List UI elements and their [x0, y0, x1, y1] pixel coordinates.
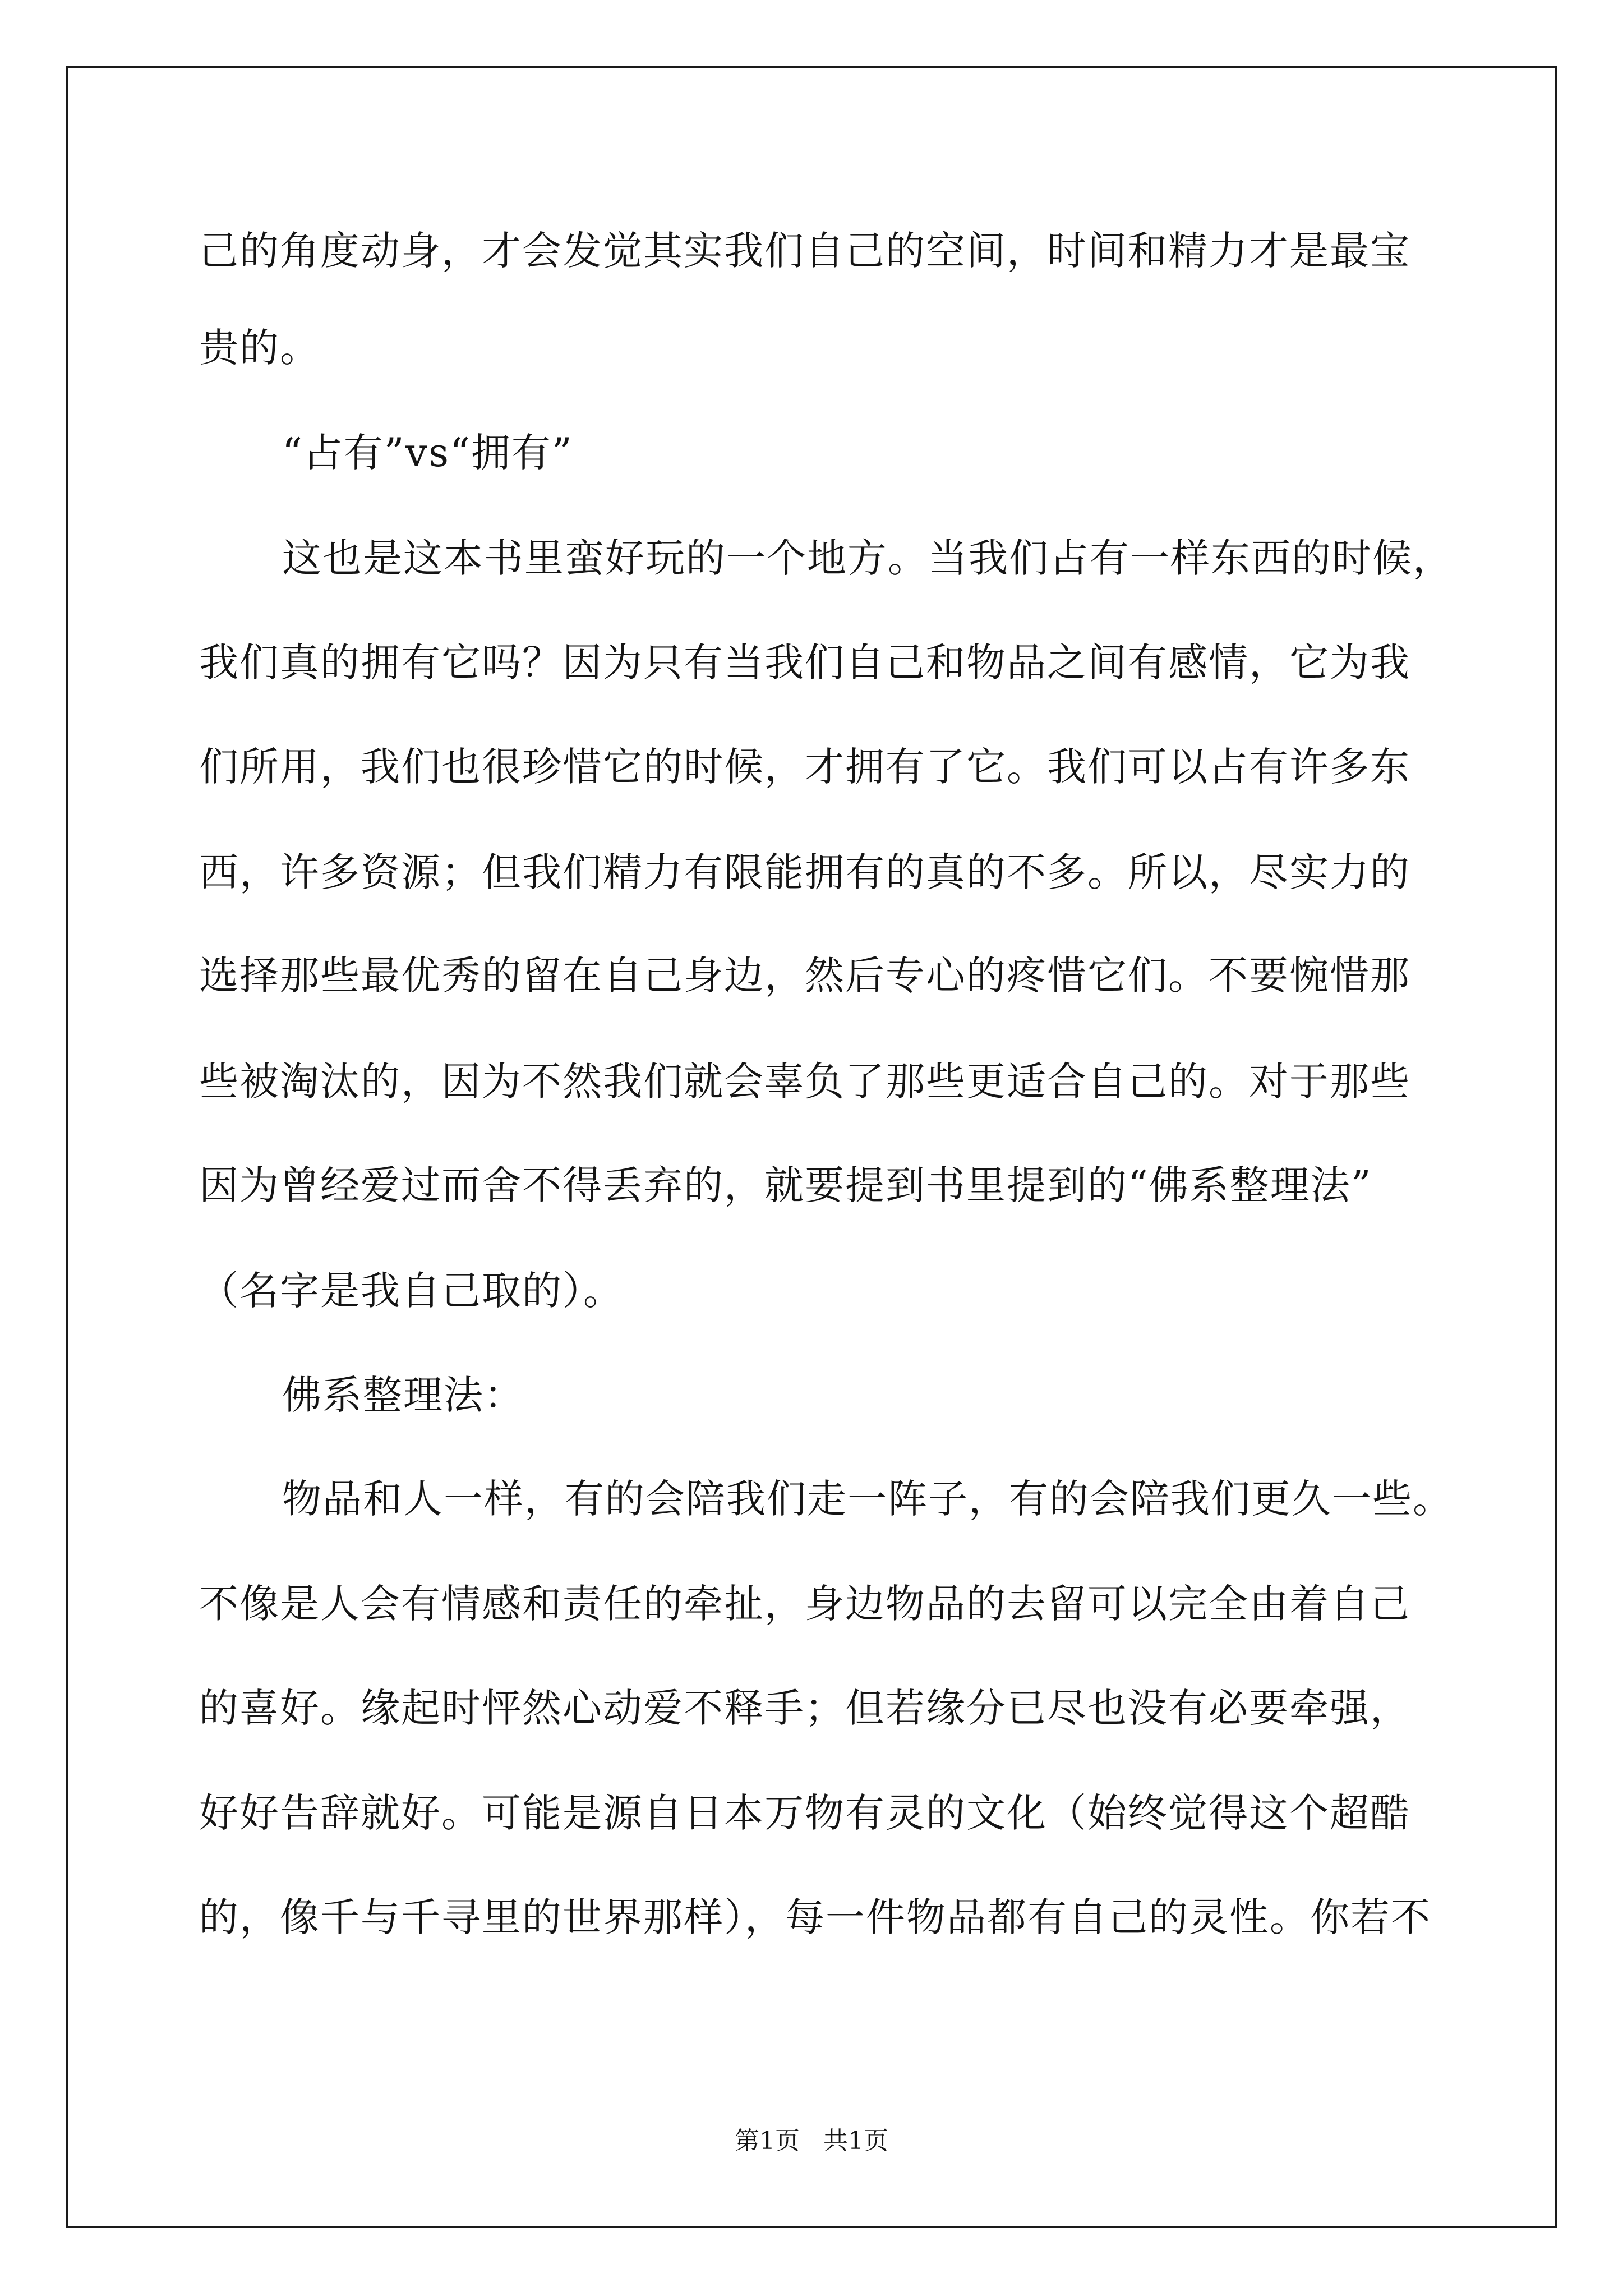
text-line: 的喜好。缘起时怦然心动爱不释手；但若缘分已尽也没有必要牵强，: [199, 1685, 1410, 1731]
text-line: 物品和人一样，有的会陪我们走一阵子，有的会陪我们更久一些。: [282, 1476, 1453, 1522]
text-line: 己的角度动身，才会发觉其实我们自己的空间，时间和精力才是最宝: [199, 228, 1410, 274]
text-line: 的，像千与千寻里的世界那样），每一件物品都有自己的灵性。你若不: [199, 1894, 1431, 1940]
section-heading: “占有”vs“拥有”: [282, 430, 573, 476]
text-line: 们所用，我们也很珍惜它的时候，才拥有了它。我们可以占有许多东: [199, 744, 1410, 790]
text-line: 这也是这本书里蛮好玩的一个地方。当我们占有一样东西的时候，: [282, 535, 1453, 581]
text-line: （名字是我自己取的）。: [199, 1268, 624, 1314]
text-line: 不像是人会有情感和责任的牵扯，身边物品的去留可以完全由着自己: [199, 1581, 1410, 1627]
text-line: 西，许多资源；但我们精力有限能拥有的真的不多。所以，尽实力的: [199, 849, 1410, 895]
text-line: 选择那些最优秀的留在自己身边，然后专心的疼惜它们。不要惋惜那: [199, 953, 1410, 999]
page-footer: 第1页 共1页: [735, 2127, 888, 2155]
section-heading: 佛系整理法：: [282, 1372, 524, 1418]
text-line: 因为曾经爱过而舍不得丢弃的，就要提到书里提到的“佛系整理法”: [199, 1162, 1372, 1208]
text-line: 我们真的拥有它吗？因为只有当我们自己和物品之间有感情，它为我: [199, 639, 1410, 685]
text-line: 些被淘汰的，因为不然我们就会辜负了那些更适合自己的。对于那些: [199, 1059, 1410, 1105]
text-line: 贵的。: [199, 325, 320, 371]
text-line: 好好告辞就好。可能是源自日本万物有灵的文化（始终觉得这个超酷: [199, 1790, 1410, 1836]
